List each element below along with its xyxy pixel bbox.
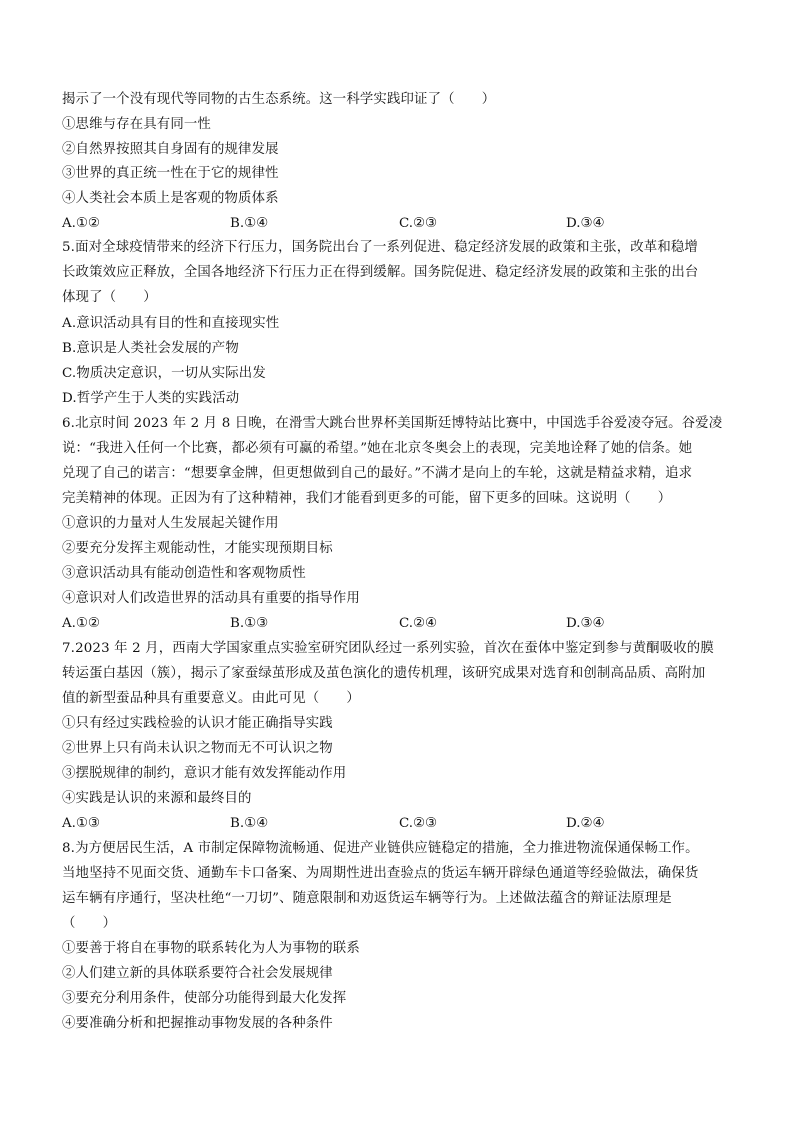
q4-option-a: A.①② [62,216,100,231]
q5-stem-line-3: 体现了（ ） [62,290,157,305]
q7-item-1: ①只有经过实践检验的认识才能正确指导实践 [62,716,333,731]
q7-options [62,816,734,832]
q7-item-3: ③摆脱规律的制约，意识才能有效发挥能动作用 [62,766,347,781]
q5-option-b: B.意识是人类社会发展的产物 [62,341,239,356]
q7-item-4: ④实践是认识的来源和最终目的 [62,791,252,806]
q6-item-4: ④意识对人们改造世界的活动具有重要的指导作用 [62,591,360,606]
q6-option-c: C.②④ [399,616,438,631]
q4-stem-tail: 揭示了一个没有现代等同物的古生态系统。这一科学实践印证了（ ） [62,92,496,107]
q8-item-1: ①要善于将自在事物的联系转化为人为事物的联系 [62,941,360,956]
q6-option-b: B.①③ [230,616,269,631]
q7-option-b: B.①④ [230,816,269,831]
q4-item-1: ①思维与存在具有同一性 [62,117,211,132]
q8-stem-line-2: 当地坚持不见面交货、通勤车卡口备案、为周期性进出查验点的货运车辆开辟绿色通道等经验做法，确保货 [62,866,699,881]
q5-stem-line-1: 5.面对全球疫情带来的经济下行压力，国务院出台了一系列促进、稳定经济发展的政策和主张，改革和稳增 [62,240,698,255]
q7-option-d: D.②④ [566,816,605,831]
q8-item-2: ②人们建立新的具体联系要符合社会发展规律 [62,966,333,981]
q7-stem-line-3: 值的新型蚕品种具有重要意义。由此可见（ ） [62,691,360,706]
q4-item-2: ②自然界按照其自身固有的规律发展 [62,142,279,157]
q6-stem-line-4: 完美精神的体现。正因为有了这种精神，我们才能看到更多的可能，留下更多的回味。这说明（ ） [62,491,672,506]
q6-option-d: D.③④ [566,616,605,631]
q4-options [62,216,734,232]
q7-item-2: ②世界上只有尚未认识之物而无不可认识之物 [62,741,333,756]
q4-option-d: D.③④ [566,216,605,231]
q7-stem-line-2: 转运蛋白基因（簇），揭示了家蚕绿茧形成及茧色演化的遗传机理，该研究成果对选育和创制高品质、高附加 [62,666,706,681]
q7-stem-line-1: 7.2023 年 2 月，西南大学国家重点实验室研究团队经过一系列实验，首次在蚕体中鉴定到参与黄酮吸收的膜 [62,641,714,656]
q6-option-a: A.①② [62,616,100,631]
q8-stem-line-1: 8.为方便居民生活，A 市制定保障物流畅通、促进产业链供应链稳定的措施，全力推进物流保通保畅工作。 [62,841,699,856]
q5-stem-line-2: 长政策效应正释放，全国各地经济下行压力正在得到缓解。国务院促进、稳定经济发展的政策和主张的出台 [62,265,699,280]
q4-option-b: B.①④ [230,216,269,231]
q5-option-c: C.物质决定意识，一切从实际出发 [62,366,266,381]
q5-option-a: A.意识活动具有目的性和直接现实性 [62,316,280,331]
q6-item-2: ②要充分发挥主观能动性，才能实现预期目标 [62,541,333,556]
q4-item-3: ③世界的真正统一性在于它的规律性 [62,166,279,181]
q6-options [62,616,734,632]
q5-option-d: D.哲学产生于人类的实践活动 [62,391,240,406]
q6-stem-line-3: 兑现了自己的诺言：“想要拿金牌，但更想做到自己的最好。”不满才是向上的车轮，这就是精益求精，追求 [62,466,693,481]
q8-item-4: ④要准确分析和把握推动事物发展的各种条件 [62,1016,333,1031]
q8-stem-line-4: （ ） [62,916,117,931]
q4-item-4: ④人类社会本质上是客观的物质体系 [62,191,279,206]
q4-option-c: C.②③ [399,216,438,231]
q6-stem-line-1: 6.北京时间 2023 年 2 月 8 日晚，在滑雪大跳台世界杯美国斯廷博特站比赛中，中国选手谷爱凌夺冠。谷爱凌 [62,416,723,431]
q6-item-1: ①意识的力量对人生发展起关键作用 [62,516,279,531]
q8-stem-line-3: 运车辆有序通行，坚决杜绝“一刀切”、随意限制和劝返货运车辆等行为。上述做法蕴含的辩证法原理是 [62,891,672,906]
q6-stem-line-2: 说：“我进入任何一个比赛，都必须有可赢的希望。”她在北京冬奥会上的表现，完美地诠释了她的信条。她 [62,441,693,456]
q8-item-3: ③要充分利用条件，使部分功能得到最大化发挥 [62,991,347,1006]
q6-item-3: ③意识活动具有能动创造性和客观物质性 [62,566,306,581]
q7-option-c: C.②③ [399,816,438,831]
q7-option-a: A.①③ [62,816,100,831]
